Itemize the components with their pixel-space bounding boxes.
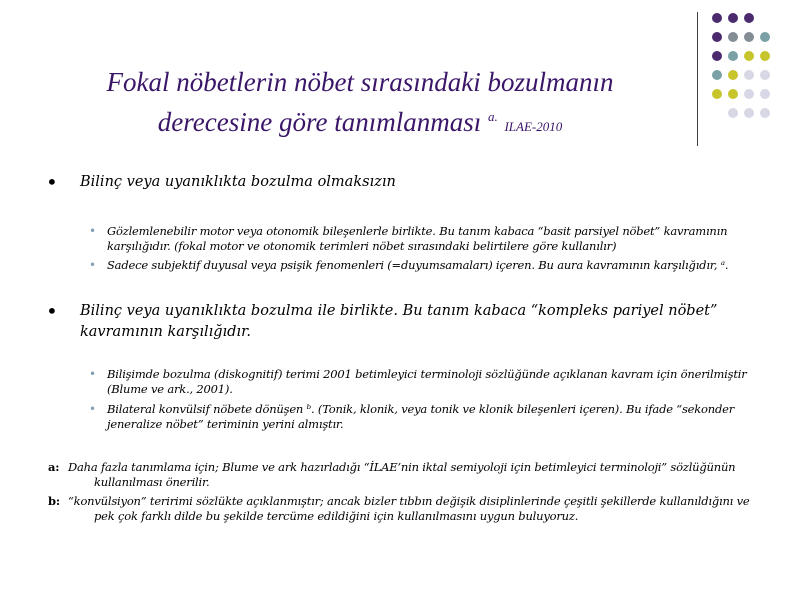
- footnote-a-text: Daha fazla tanımlama için; Blume ve ark hazırladığı “İLAE’nin iktal semiyoloji için betimleyici terminoloji” sözlüğünün kullanılması önerilir.: [68, 460, 736, 489]
- bullet-item-2-text: Bilinç veya uyanıklıkta bozulma ile birlikte. Bu tanım kabaca “kompleks pariyel nöbet” kavramının karşılığıdır.: [80, 303, 718, 340]
- sub-bullet-1-2: [89, 258, 772, 273]
- bullet-item-2: [46, 299, 770, 343]
- decor-dot: [712, 32, 722, 42]
- sub-bullet-2-1-text: Bilişimde bozulma (diskognitif) terimi 2001 betimleyici terminoloji sözlüğünde açıklanan kavram için önerilmiştir (Blume ve ark., 2001).: [107, 367, 747, 396]
- decor-divider-line: [697, 12, 698, 146]
- decor-dot: [760, 32, 770, 42]
- decor-dot: [728, 70, 738, 80]
- decor-dot-grid: [712, 13, 796, 133]
- decor-dot: [728, 51, 738, 61]
- decor-dot: [760, 70, 770, 80]
- sub-bullet-1-1-text: Gözlemlenebilir motor veya otonomik bileşenlerle birlikte. Bu tanım kabaca “basit parsiyel nöbet” kavramının karşılığıdır. (fokal motor ve otonomik terimleri nöbet sırasındaki belirtilere göre kullanılır): [107, 224, 728, 253]
- footnote-a-key: a:: [48, 460, 60, 474]
- decor-dot: [744, 89, 754, 99]
- sub-bullet-2-1: [89, 367, 772, 397]
- decor-dot: [728, 13, 738, 23]
- decor-dot: [728, 32, 738, 42]
- decor-dot: [712, 13, 722, 23]
- slide-title: [40, 62, 680, 147]
- sub-bullet-icon: •: [89, 258, 96, 272]
- bullet-item-1-text: Bilinç veya uyanıklıkta bozulma olmaksızın: [80, 174, 396, 190]
- decor-dot: [728, 108, 738, 118]
- decor-dot: [760, 89, 770, 99]
- sub-bullet-1-2-text: Sadece subjektif duyusal veya psişik fenomenleri (=duyumsamaları) içeren. Bu aura kavramının karşılığıdır, ᵃ.: [107, 258, 729, 272]
- title-line-2-text: derecesine göre tanımlanması: [157, 107, 482, 137]
- decor-dot: [744, 70, 754, 80]
- sub-bullet-1-1: [89, 224, 772, 254]
- decor-dot: [712, 51, 722, 61]
- sub-bullet-icon: •: [89, 367, 96, 381]
- decor-dot: [744, 108, 754, 118]
- sub-bullet-2-2: [89, 402, 772, 432]
- title-source: ILAE-2010: [504, 119, 563, 134]
- sub-bullet-icon: •: [89, 224, 96, 238]
- title-line-2: [40, 102, 680, 147]
- decor-dot: [760, 108, 770, 118]
- decor-dot: [744, 51, 754, 61]
- title-superscript: a.: [487, 109, 498, 124]
- sub-bullet-2-2-text: Bilateral konvülsif nöbete dönüşen ᵇ. (Tonik, klonik, veya tonik ve klonik bileşenleri içeren). Bu ifade “sekonder jeneralize nöbet” teriminin yerini almıştır.: [107, 402, 735, 431]
- footnote-b-key: b:: [48, 494, 60, 508]
- bullet-icon: •: [46, 170, 58, 194]
- bullet-item-1: [46, 170, 770, 194]
- decor-dot: [712, 89, 722, 99]
- decor-dot: [712, 70, 722, 80]
- footnote-b-text: “konvülsiyon” teririmi sözlükte açıklanmıştır; ancak bizler tıbbın değişik disiplinlerinde çeşitli şekillerde kullanıldığını ve pek çok farklı dilde bu şekilde tercüme edildiğini için kullanılmasını uygun buluyoruz.: [68, 494, 750, 523]
- sub-bullet-icon: •: [89, 402, 96, 416]
- bullet-icon: •: [46, 299, 58, 323]
- decor-dot: [760, 51, 770, 61]
- decor-dot: [744, 32, 754, 42]
- decor-dot: [744, 13, 754, 23]
- decor-dot: [728, 89, 738, 99]
- title-line-1: Fokal nöbetlerin nöbet sırasındaki bozulmanın: [106, 67, 614, 97]
